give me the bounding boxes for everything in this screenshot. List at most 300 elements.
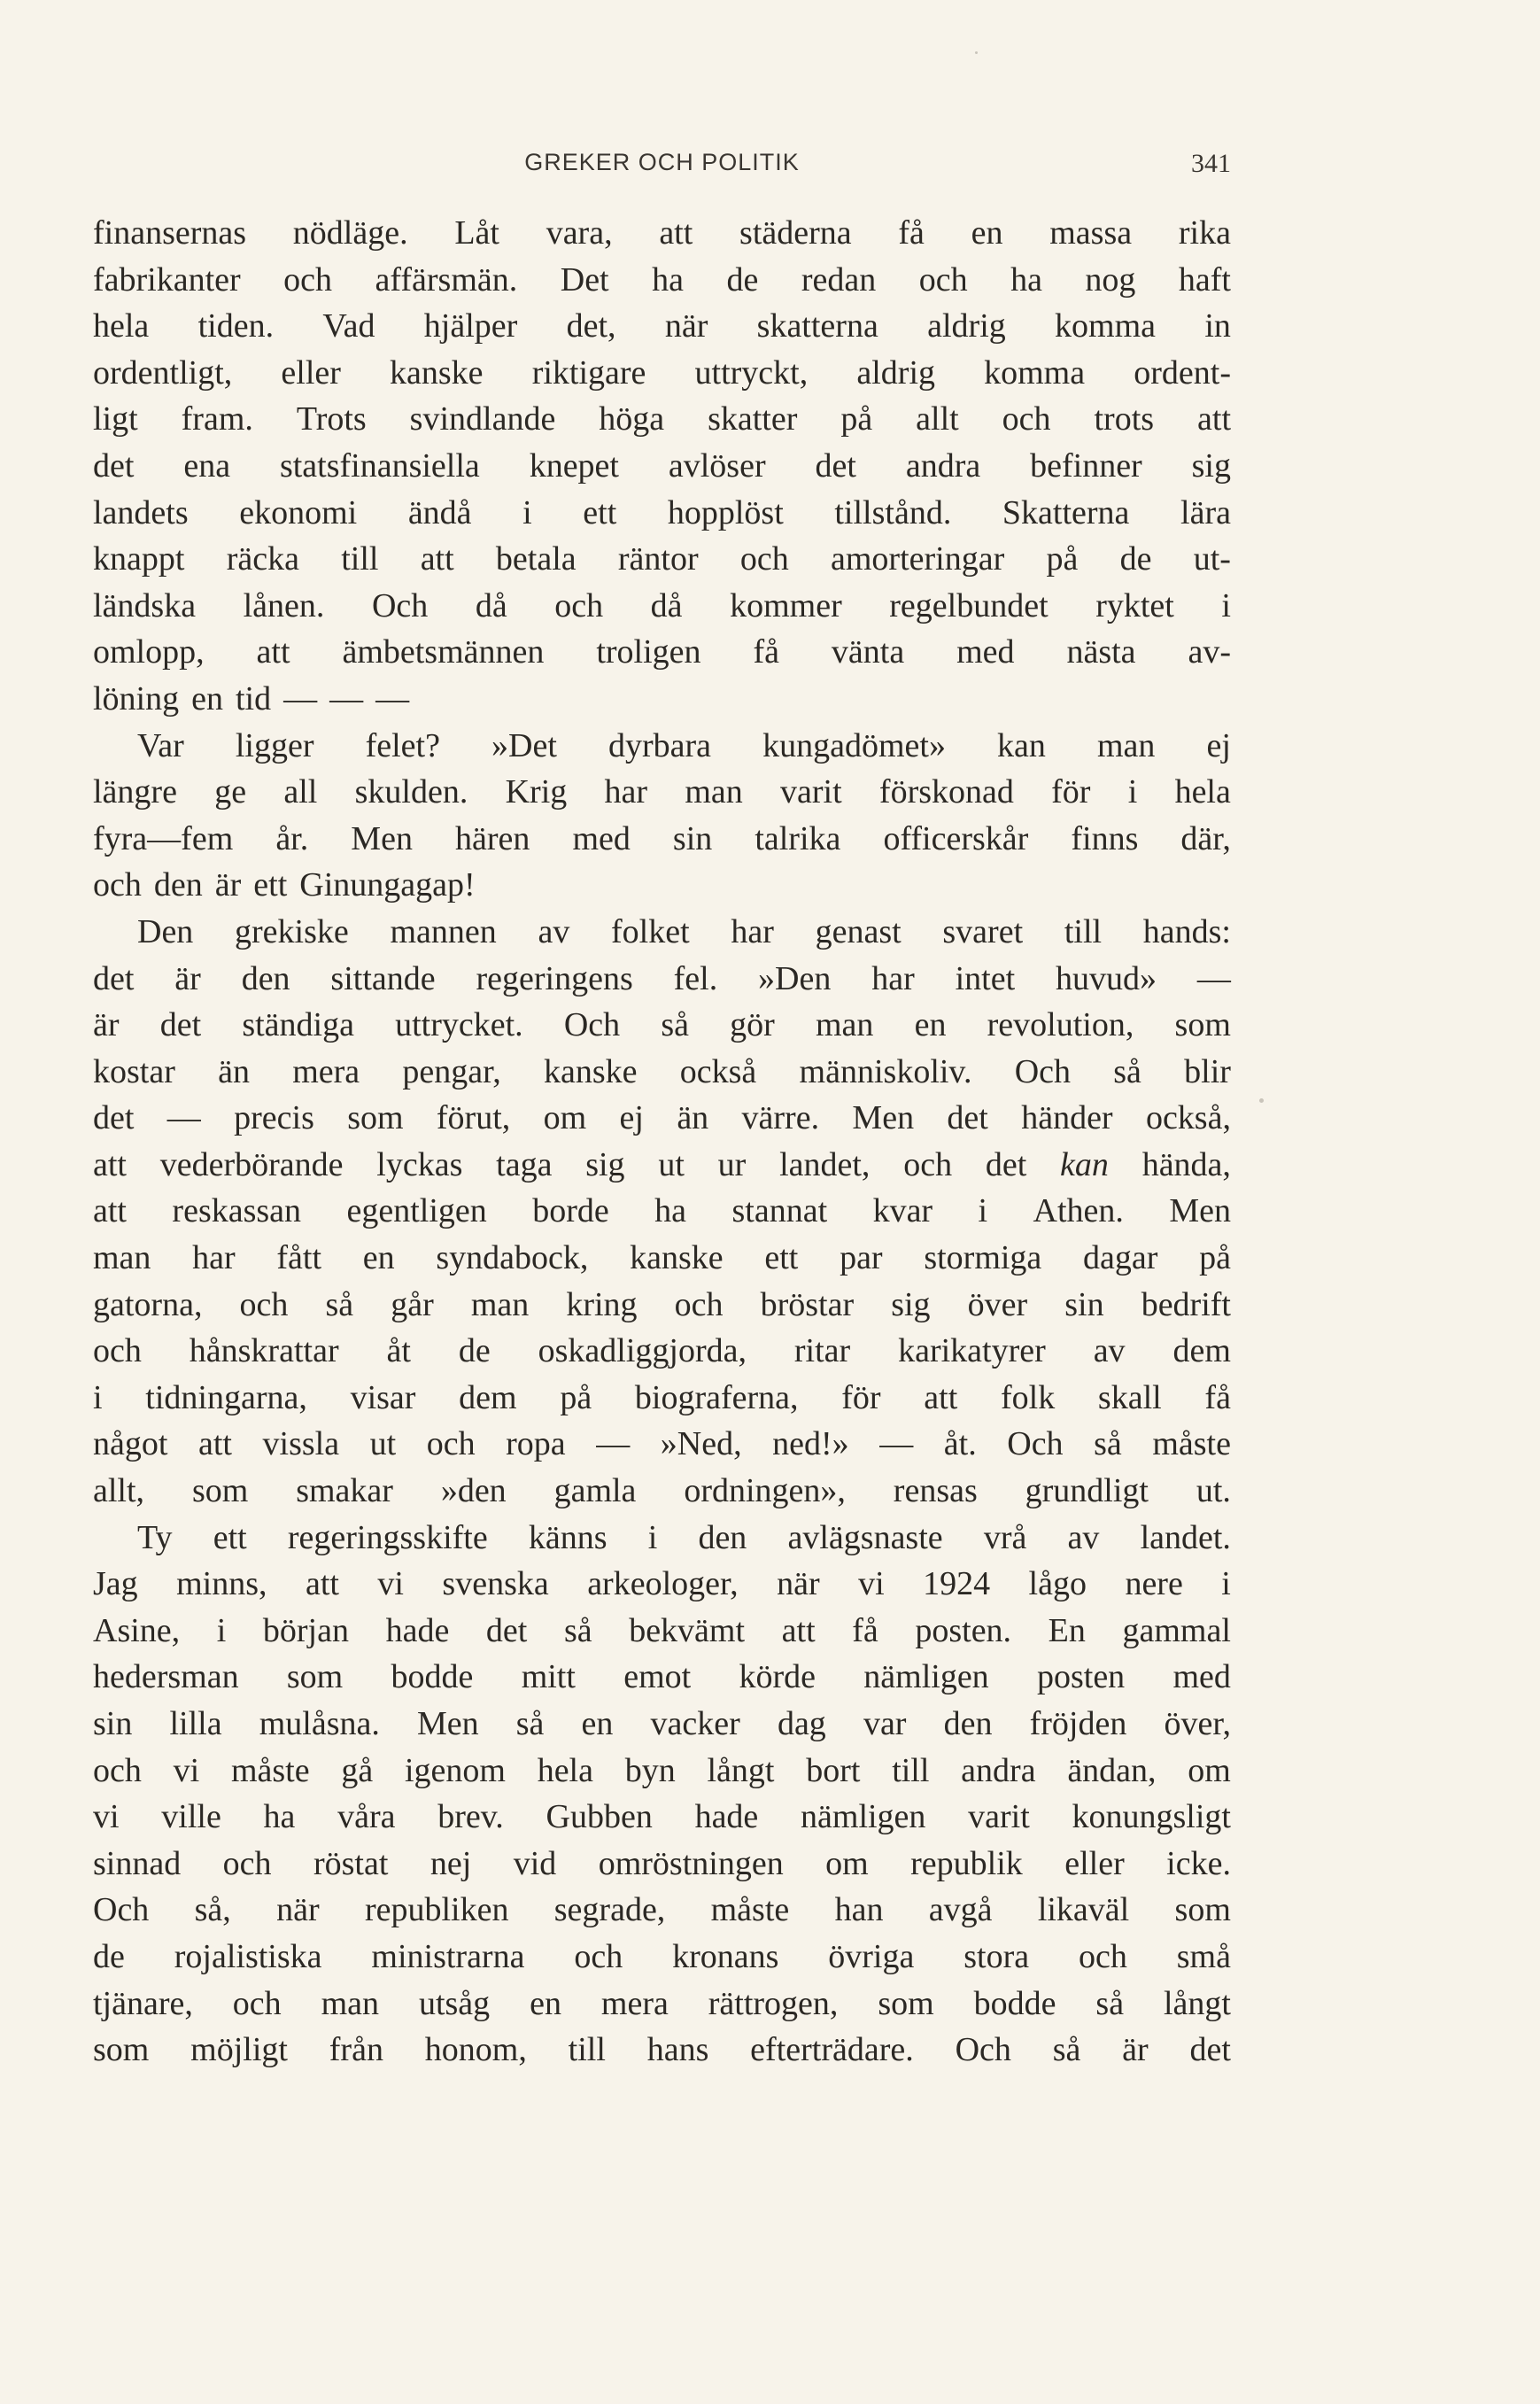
- word: visar: [350, 1378, 416, 1416]
- word: det: [159, 1006, 202, 1044]
- word: av-: [1188, 633, 1231, 671]
- word: Men: [852, 1099, 915, 1137]
- word: lilla: [169, 1705, 222, 1742]
- word: om: [1188, 1751, 1231, 1789]
- word: landets: [93, 493, 189, 531]
- word: man: [93, 1239, 151, 1277]
- word: vrå: [983, 1518, 1027, 1556]
- word: —: [166, 1099, 201, 1137]
- word: officerskår: [883, 819, 1029, 857]
- word: är: [174, 959, 201, 997]
- word: grundligt: [1025, 1472, 1149, 1510]
- word: kanske: [630, 1239, 724, 1277]
- word: kan: [997, 726, 1046, 764]
- word: troligen: [596, 633, 701, 671]
- word: få: [898, 214, 925, 252]
- word: omlopp,: [93, 633, 205, 671]
- word: Athen.: [1033, 1192, 1124, 1230]
- text-line: [93, 1235, 1231, 1282]
- word: måste: [710, 1891, 790, 1929]
- word: att: [659, 214, 693, 252]
- word: regeringsskifte: [287, 1518, 488, 1556]
- text-line: [93, 1654, 1231, 1701]
- word: tillstånd.: [834, 493, 952, 531]
- text-line: [93, 862, 1231, 909]
- word: amorteringar: [831, 540, 1005, 578]
- word: måste: [1152, 1425, 1231, 1463]
- text-line: [93, 583, 1231, 630]
- word: sinnad: [93, 1844, 182, 1882]
- word: rensas: [893, 1472, 978, 1510]
- word: också: [679, 1052, 757, 1090]
- word: precis: [234, 1099, 314, 1137]
- word: det: [985, 1145, 1027, 1183]
- word: i: [1221, 586, 1231, 624]
- word: ut-: [1193, 540, 1231, 578]
- word: sig: [891, 1285, 931, 1323]
- word: Trots: [296, 400, 367, 438]
- word: än: [218, 1052, 250, 1090]
- word: går: [391, 1285, 434, 1323]
- word: gå: [341, 1751, 374, 1789]
- word: taga: [496, 1145, 553, 1183]
- word: eller: [281, 353, 341, 392]
- word: att: [420, 540, 454, 578]
- word: man: [1096, 726, 1156, 764]
- text-line: [93, 490, 1231, 537]
- word: hade: [385, 1611, 450, 1649]
- text-line: [93, 257, 1231, 304]
- word: de: [726, 260, 759, 299]
- word: andra: [961, 1751, 1036, 1789]
- word: Ginungagap!: [299, 866, 476, 904]
- word: hade: [694, 1798, 759, 1836]
- word: så: [563, 1611, 592, 1649]
- word: från: [329, 2031, 383, 2069]
- word: en: [362, 1239, 395, 1277]
- word: och: [674, 1285, 724, 1323]
- word: sig: [585, 1145, 625, 1183]
- word: uttryckt,: [694, 353, 809, 392]
- word: efterträdare.: [750, 2031, 914, 2069]
- word: Den: [137, 912, 194, 950]
- word: de: [93, 1937, 125, 1975]
- word: varit: [780, 773, 842, 811]
- word: svindlande: [409, 400, 556, 438]
- word: gatorna,: [93, 1285, 203, 1323]
- word: hären: [455, 819, 530, 857]
- word: —: [329, 679, 364, 717]
- word: hands:: [1142, 912, 1231, 950]
- word: man: [321, 1984, 380, 2022]
- word: statsfinansiella: [279, 446, 480, 485]
- word: med: [572, 819, 631, 857]
- word: än: [677, 1099, 709, 1137]
- word: fabrikanter: [93, 260, 241, 299]
- word: lära: [1180, 493, 1231, 531]
- paper-speck: [1259, 1098, 1264, 1103]
- word: regelbundet: [889, 586, 1049, 624]
- word: ett: [583, 493, 617, 531]
- word: brev.: [437, 1798, 504, 1836]
- word: ville: [161, 1798, 221, 1836]
- word: finansernas: [93, 214, 247, 252]
- word: kanske: [544, 1052, 638, 1090]
- word: posten: [1036, 1658, 1126, 1696]
- text-line: [93, 1049, 1231, 1096]
- text-line: [93, 1794, 1231, 1841]
- word: Vad: [322, 307, 375, 345]
- word: hånskrattar: [189, 1332, 339, 1370]
- word: början: [262, 1611, 349, 1649]
- word: sin: [672, 819, 713, 857]
- word: och: [903, 1145, 953, 1183]
- word: Och: [371, 586, 429, 624]
- word: En: [1048, 1611, 1086, 1649]
- word: ut: [658, 1145, 685, 1183]
- word: gammal: [1122, 1611, 1231, 1649]
- word: tjänare,: [93, 1984, 193, 2022]
- word: ut: [369, 1425, 397, 1463]
- word: de: [1119, 540, 1152, 578]
- word: knepet: [529, 446, 619, 485]
- word: den: [943, 1705, 993, 1742]
- word: i: [522, 493, 532, 531]
- word: sin: [1064, 1285, 1104, 1323]
- word: ministrarna: [371, 1937, 525, 1975]
- text-line: [93, 1934, 1231, 1981]
- word: av: [1093, 1332, 1126, 1370]
- word: ropa: [506, 1425, 566, 1463]
- word: skulden.: [354, 773, 468, 811]
- word: det: [815, 446, 856, 485]
- word: dem: [459, 1378, 517, 1416]
- word: pengar,: [402, 1052, 501, 1090]
- word: hopplöst: [667, 493, 784, 531]
- word: biograferna,: [634, 1378, 799, 1416]
- word: att: [305, 1565, 339, 1603]
- word: så: [1052, 2031, 1081, 2069]
- word: hela: [1174, 773, 1231, 811]
- word: vissla: [262, 1425, 340, 1463]
- word: är: [93, 1006, 120, 1044]
- word: en: [914, 1006, 947, 1044]
- word: vi: [93, 1798, 120, 1836]
- word: att: [93, 1192, 127, 1230]
- word: posten.: [915, 1611, 1012, 1649]
- word: den: [153, 866, 203, 904]
- word: eller: [1064, 1844, 1125, 1882]
- word: på: [1199, 1239, 1231, 1277]
- word: nere: [1125, 1565, 1183, 1603]
- word: få: [1204, 1378, 1231, 1416]
- word: minns,: [176, 1565, 267, 1603]
- word: arkeologer,: [587, 1565, 739, 1603]
- word: hedersman: [93, 1658, 239, 1696]
- word: så: [1094, 1425, 1122, 1463]
- word: riktigare: [531, 353, 646, 392]
- word: våra: [337, 1798, 396, 1836]
- word: som: [93, 2031, 150, 2069]
- word: så,: [194, 1891, 231, 1929]
- page-number: 341: [1191, 149, 1231, 178]
- word: händer: [1021, 1099, 1113, 1137]
- word: få: [852, 1611, 878, 1649]
- word: att: [781, 1611, 816, 1649]
- word: ekonomi: [239, 493, 358, 531]
- word: när: [664, 307, 708, 345]
- word: aldrig: [856, 353, 935, 392]
- word: och: [918, 260, 968, 299]
- word: stannat: [731, 1192, 828, 1230]
- word: en: [581, 1705, 614, 1742]
- word: omröstningen: [598, 1844, 784, 1882]
- word: affärsmän.: [375, 260, 518, 299]
- word: och: [93, 866, 142, 904]
- word: vacker: [650, 1705, 740, 1742]
- word: Och: [563, 1006, 621, 1044]
- word: Gubben: [546, 1798, 653, 1836]
- word: övriga: [828, 1937, 915, 1975]
- word: »Det: [491, 726, 557, 764]
- word: att: [924, 1378, 958, 1416]
- word: höga: [599, 400, 665, 438]
- word: igenom: [404, 1751, 506, 1789]
- word: Och: [1014, 1052, 1072, 1090]
- word: befinner: [1030, 446, 1142, 485]
- word: också,: [1145, 1099, 1231, 1137]
- word: vara,: [546, 214, 613, 252]
- text-line: [93, 1188, 1231, 1235]
- word: trots: [1094, 400, 1155, 438]
- text-line: [93, 1608, 1231, 1655]
- word: Och: [955, 2031, 1011, 2069]
- text-line: [93, 1002, 1231, 1049]
- word: dyrbara: [607, 726, 712, 764]
- word: ett: [764, 1239, 799, 1277]
- word: är: [214, 866, 242, 904]
- word: måste: [230, 1751, 310, 1789]
- text-line: [93, 723, 1231, 770]
- word: skall: [1097, 1378, 1162, 1416]
- word: så: [325, 1285, 354, 1323]
- word: små: [1176, 1937, 1231, 1975]
- word: ut.: [1196, 1472, 1231, 1510]
- word: ett: [213, 1518, 247, 1556]
- word: det: [1189, 2031, 1231, 2069]
- word: emot: [623, 1658, 692, 1696]
- word: för: [1051, 773, 1091, 811]
- word: mannen: [390, 912, 497, 950]
- word: och: [93, 1751, 142, 1789]
- word: som: [286, 1658, 344, 1696]
- paper-speck: [975, 51, 978, 54]
- word: när: [276, 1891, 320, 1929]
- word: icke.: [1166, 1844, 1231, 1882]
- word: kanske: [390, 353, 484, 392]
- word: så: [661, 1006, 689, 1044]
- word: ryktet: [1095, 586, 1174, 624]
- word: —: [596, 1425, 631, 1463]
- word: på: [560, 1378, 592, 1416]
- text-line: [93, 1748, 1231, 1795]
- word: och: [232, 1984, 282, 2022]
- word: och: [739, 540, 789, 578]
- text-line: [93, 1515, 1231, 1562]
- word: smakar: [296, 1472, 393, 1510]
- word: i: [216, 1611, 227, 1649]
- word: det,: [566, 307, 616, 345]
- word: kungadömet»: [762, 726, 946, 764]
- word: längre: [93, 773, 177, 811]
- word: ge: [214, 773, 247, 811]
- word: Låt: [454, 214, 499, 252]
- text-line: [93, 1841, 1231, 1888]
- word: reskassan: [172, 1192, 302, 1230]
- word: Men: [351, 819, 413, 857]
- word: känns: [528, 1518, 607, 1556]
- word: knappt: [93, 540, 185, 578]
- word: egentligen: [346, 1192, 487, 1230]
- word: av: [1067, 1518, 1100, 1556]
- word: hända,: [1141, 1145, 1231, 1183]
- word: det: [93, 446, 135, 485]
- word: kring: [566, 1285, 638, 1323]
- word: gamla: [553, 1472, 637, 1510]
- word: kostar: [93, 1052, 175, 1090]
- word: Det: [560, 260, 609, 299]
- word: nästa: [1066, 633, 1136, 671]
- word: svenska: [442, 1565, 549, 1603]
- word: kan: [1060, 1145, 1109, 1183]
- word: så: [1095, 1984, 1125, 2022]
- word: folket: [611, 912, 690, 950]
- word: Ty: [137, 1518, 173, 1556]
- word: långt: [1164, 1984, 1231, 2022]
- word: felet?: [365, 726, 440, 764]
- word: mitt: [521, 1658, 576, 1696]
- text-line: [93, 1701, 1231, 1748]
- word: ha: [1010, 260, 1042, 299]
- word: att: [197, 1425, 232, 1463]
- word: ligger: [235, 726, 314, 764]
- word: konungsligt: [1072, 1798, 1231, 1836]
- word: ordningen»,: [684, 1472, 846, 1510]
- word: den: [698, 1518, 747, 1556]
- word: som: [191, 1472, 249, 1510]
- text-line: [93, 956, 1231, 1003]
- word: vänta: [831, 633, 905, 671]
- word: ha: [652, 260, 684, 299]
- word: borde: [532, 1192, 609, 1230]
- word: avlöser: [668, 446, 766, 485]
- word: åt: [386, 1332, 411, 1370]
- word: talrika: [755, 819, 841, 857]
- word: ej: [619, 1099, 644, 1137]
- text-line: [93, 1328, 1231, 1375]
- text-line: [93, 1095, 1231, 1142]
- word: nämligen: [801, 1798, 926, 1836]
- word: kommer: [730, 586, 842, 624]
- word: hela: [93, 307, 150, 345]
- word: värre.: [741, 1099, 820, 1137]
- word: så: [515, 1705, 545, 1742]
- word: betala: [495, 540, 577, 578]
- word: bekvämt: [629, 1611, 746, 1649]
- word: 1924: [923, 1565, 991, 1603]
- word: dag: [777, 1705, 826, 1742]
- word: det: [93, 959, 135, 997]
- word: få: [753, 633, 779, 671]
- word: man: [470, 1285, 530, 1323]
- word: för: [841, 1378, 881, 1416]
- word: byn: [624, 1751, 676, 1789]
- word: fram.: [181, 400, 253, 438]
- text-line: [93, 1981, 1231, 2028]
- word: stora: [963, 1937, 1030, 1975]
- word: tidningarna,: [145, 1378, 307, 1416]
- text-line: [93, 1375, 1231, 1422]
- word: i: [1127, 773, 1138, 811]
- word: man: [816, 1006, 874, 1044]
- word: fått: [276, 1239, 322, 1277]
- word: att: [256, 633, 290, 671]
- text-line: [93, 676, 1231, 723]
- word: komma: [1055, 307, 1157, 345]
- word: gör: [730, 1006, 775, 1044]
- word: något: [93, 1425, 168, 1463]
- word: var: [863, 1705, 907, 1742]
- word: och: [574, 1937, 623, 1975]
- word: om: [543, 1099, 587, 1137]
- word: vid: [513, 1844, 557, 1882]
- word: all: [283, 773, 318, 811]
- word: löning: [93, 679, 180, 717]
- word: bodde: [973, 1984, 1056, 2022]
- word: till: [568, 2031, 606, 2069]
- word: har: [871, 959, 915, 997]
- word: till: [1064, 912, 1103, 950]
- word: hans: [646, 2031, 709, 2069]
- text-line: [93, 1282, 1231, 1329]
- word: han: [834, 1891, 884, 1929]
- word: städerna: [739, 214, 852, 252]
- word: mulåsna.: [259, 1705, 380, 1742]
- word: massa: [1049, 214, 1133, 252]
- word: Var: [137, 726, 184, 764]
- text-line: [93, 210, 1231, 257]
- word: dagar: [1083, 1239, 1158, 1277]
- word: och: [1002, 400, 1051, 438]
- text-line: [93, 1887, 1231, 1934]
- word: dem: [1172, 1332, 1231, 1370]
- word: och: [93, 1332, 142, 1370]
- word: sittande: [330, 959, 436, 997]
- word: ämbetsmännen: [342, 633, 545, 671]
- word: sin: [93, 1705, 133, 1742]
- word: man: [685, 773, 743, 811]
- text-line: [93, 909, 1231, 956]
- word: där,: [1180, 819, 1231, 857]
- word: uttrycket.: [395, 1006, 523, 1044]
- word: en: [530, 1984, 561, 2022]
- word: ligt: [93, 400, 138, 438]
- word: röstat: [313, 1844, 389, 1882]
- word: komma: [984, 353, 1086, 392]
- word: räntor: [617, 540, 699, 578]
- word: andra: [905, 446, 981, 485]
- word: ur: [717, 1145, 747, 1183]
